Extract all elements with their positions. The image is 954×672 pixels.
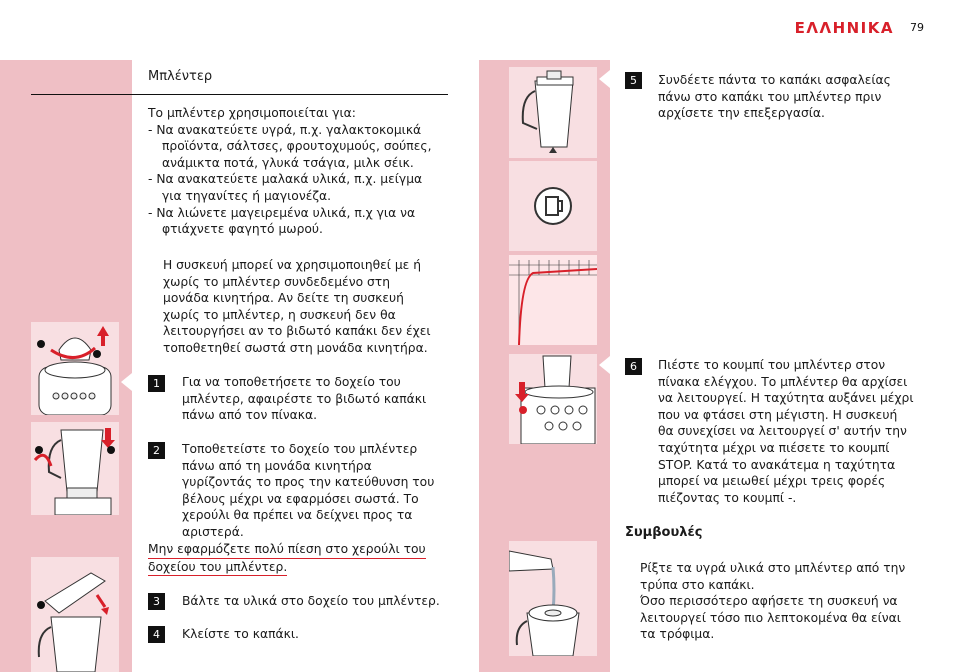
step-5-text [658, 72, 928, 122]
step-number: 1 [148, 375, 165, 392]
control-panel-illustration [509, 354, 597, 444]
step-line: θα συνεχίσει να λειτουργεί σ' αυτήν την [658, 424, 907, 439]
step-number: 4 [148, 626, 165, 643]
note-line: μονάδα κινητήρα. Αν δείτε τη συσκευή [163, 291, 404, 306]
step-line: μπλέντερ, αφαιρέστε το βιδωτό καπάκι [182, 391, 427, 406]
step-number: 2 [148, 442, 165, 459]
step-line: γυρίζοντάς το προς την κατεύθυνση του [182, 475, 435, 490]
step-2-text [182, 441, 452, 541]
screw-lid-illustration [31, 322, 119, 415]
safety-lid-icon [509, 161, 597, 251]
intro-line: - Να λιώνετε μαγειρεμένα υλικά, π.χ για να [148, 205, 416, 220]
step-line: Βάλτε τα υλικά στο δοχείο του μπλέντερ. [182, 594, 440, 608]
warning-line: Μην εφαρμόζετε πολύ πίεση στο χερούλι του [148, 541, 426, 559]
step-number: 3 [148, 593, 165, 610]
step-line: αρχίσετε την επεξεργασία. [658, 106, 825, 121]
step-line: πίνακα ελέγχου. Το μπλέντερ θα αρχίσει [658, 374, 908, 389]
tips-text [640, 560, 930, 643]
pointer-6 [599, 356, 610, 374]
note-line: Η συσκευή μπορεί να χρησιμοποιηθεί με ή [163, 258, 422, 272]
step-line: χερούλι θα πρέπει να δείχνει προς τα [182, 508, 413, 523]
step-line: βέλους μέχρι να εφαρμόσει σωστά. Το [182, 491, 419, 506]
step-line: πιέζοντας το κουμπί -. [658, 490, 797, 505]
step-line: μπορεί να μειωθεί μέχρι τρεις φορές [658, 474, 886, 489]
intro-line: για τηγανίτες ή μαγιονέζα. [162, 188, 332, 203]
step-line: που να φτάσει στη μέγιστη. Η συσκευή [658, 407, 898, 422]
step-number: 6 [625, 358, 642, 375]
intro-line: - Να ανακατεύετε μαλακά υλικά, π.χ. μείγμα [148, 172, 423, 187]
step-4-text [182, 626, 452, 643]
step-line: Για να τοποθετήσετε το δοχείο του [182, 375, 401, 389]
intro-text [148, 105, 448, 238]
tip-line: Όσο περισσότερο αφήσετε τη συσκευή να [640, 594, 898, 609]
note-line: χωρίς το μπλέντερ, η συσκευή δεν θα [163, 307, 396, 322]
blender-jar-attach-illustration [31, 422, 119, 515]
step-line: STOP. Κατά το ανακάτεμα η ταχύτητα [658, 457, 896, 472]
pour-ingredients-illustration [31, 557, 119, 672]
intro-line: φτιάχνετε φαγητό μωρού. [162, 222, 323, 237]
step-3-text [182, 593, 452, 610]
tips-heading: Συμβουλές [625, 525, 703, 540]
warning-line: δοχείου του μπλέντερ. [148, 559, 287, 577]
page-number: 79 [910, 21, 924, 34]
tip-line: λειτουργεί τόσο πιο λεπτοκομένα θα είναι [640, 610, 901, 625]
note-line: λειτουργήσει αν το βιδωτό καπάκι δεν έχει [163, 324, 431, 339]
pointer-1 [121, 373, 132, 391]
intro-line: προϊόντα, σάλτσες, φρουτοχυμούς, σούπες, [162, 139, 432, 154]
step-line: Τοποθετείστε το δοχείο του μπλέντερ [182, 442, 418, 456]
pointer-5 [599, 70, 610, 88]
step-line: να λειτουργεί. Η ταχύτητα αυξάνει μέχρι [658, 391, 914, 406]
warning-text [148, 541, 448, 576]
step-number: 5 [625, 72, 642, 89]
step-line: πάνω από τη μονάδα κινητήρα [182, 458, 372, 473]
note-line: τοποθετηθεί σωστά στη μονάδα κινητήρα. [163, 340, 428, 355]
step-line: ταχύτητα μέχρι να πιέσετε το κουμπί [658, 440, 890, 455]
tip-line: τα τρόφιμα. [640, 627, 715, 642]
step-6-text [658, 357, 933, 506]
note-line: χωρίς το μπλέντερ συνδεδεμένο στη [163, 274, 390, 289]
note-text [163, 257, 448, 357]
step-line: Συνδέετε πάντα το καπάκι ασφαλείας [658, 73, 891, 87]
intro-line: - Να ανακατεύετε υγρά, π.χ. γαλακτοκομικά [148, 122, 422, 137]
blender-lid-illustration [509, 67, 597, 158]
pour-liquid-illustration [509, 541, 597, 656]
step-line: πάνω από τον πίνακα. [182, 408, 318, 423]
tip-line: τρύπα στο καπάκι. [640, 577, 755, 592]
section-title: Μπλέντερ [148, 69, 213, 84]
step-1-text [182, 374, 452, 424]
intro-line: ανάμικτα ποτά, γλυκά τσάγια, μιλκ σέικ. [162, 155, 414, 170]
step-line: πάνω στο καπάκι του μπλέντερ πριν [658, 89, 882, 104]
speed-curve-graph [509, 255, 597, 345]
step-line: Κλείστε το καπάκι. [182, 627, 299, 641]
intro-line: Το μπλέντερ χρησιμοποιείται για: [148, 106, 356, 120]
step-line: Πιέστε το κουμπί του μπλέντερ στον [658, 358, 886, 372]
language-heading: ΕΛΛΗΝΙΚΑ [794, 19, 894, 37]
tip-line: Ρίξτε τα υγρά υλικά στο μπλέντερ από την [640, 561, 906, 575]
section-title-rule [31, 94, 448, 95]
step-line: αριστερά. [182, 524, 244, 539]
